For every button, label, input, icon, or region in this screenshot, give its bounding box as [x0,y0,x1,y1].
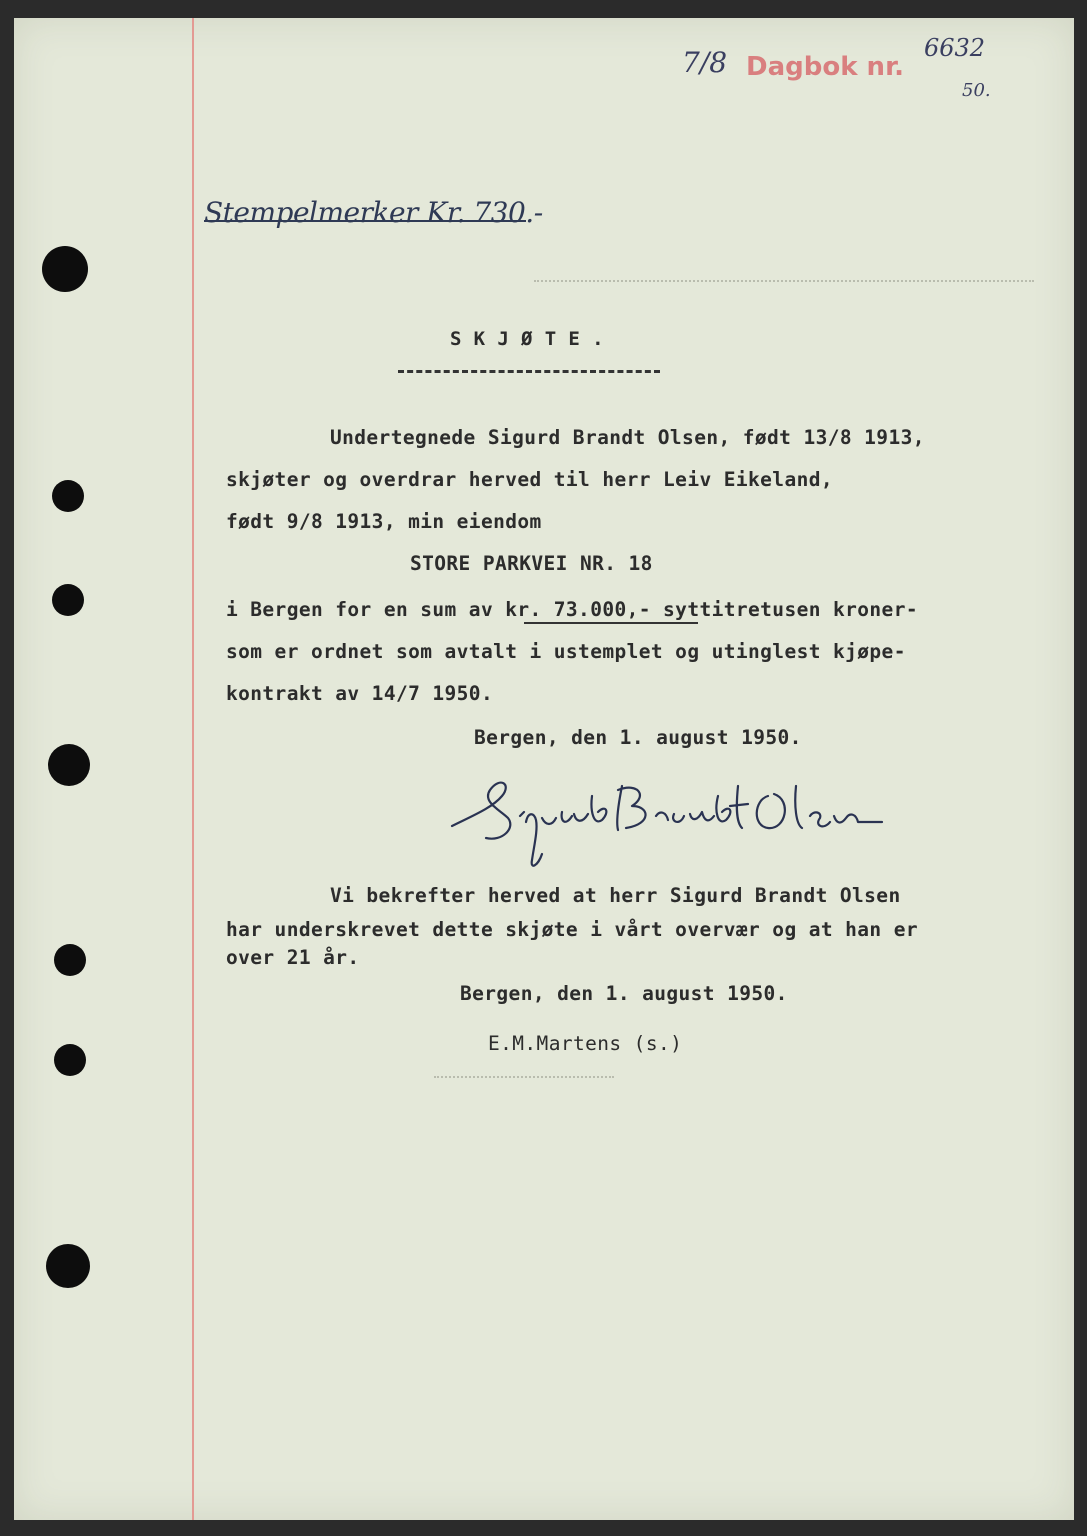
margin-line [192,18,194,1520]
punch-hole [54,944,86,976]
document-title: S K J Ø T E . [450,328,604,350]
property-name: STORE PARKVEI NR. 18 [410,552,653,575]
body-line-2: skjøter og overdrar herved til herr Leiv Eikeland, [226,468,833,491]
body-line-1: Undertegnede Sigurd Brandt Olsen, født 13/8 1913, [330,426,925,449]
punch-hole [46,1244,90,1288]
document-page [14,18,1074,1520]
body-line-3: født 9/8 1913, min eiendom [226,510,542,533]
body-line-6: som er ordnet som avtalt i ustemplet og utinglest kjøpe- [226,640,906,663]
stamp-note-underline [204,220,526,222]
title-underline [398,370,660,373]
punch-hole [54,1044,86,1076]
faint-dotted-line [434,1076,614,1078]
signature [442,756,902,876]
stamp-date: 7/8 [682,46,728,79]
punch-hole [52,584,84,616]
witness-line-2: har underskrevet dette skjøte i vårt overvær og at han er [226,918,918,941]
punch-hole [48,744,90,786]
stamp-duty-note: Stempelmerker Kr. 730.- [204,196,543,229]
punch-hole [52,480,84,512]
punch-hole [42,246,88,292]
stamp-label: Dagbok nr. [746,52,905,82]
price-underline [524,622,698,624]
body-line-5: i Bergen for en sum av kr. 73.000,- syttitretusen kroner- [226,598,918,621]
faint-dotted-line [534,280,1034,282]
place-date-1: Bergen, den 1. august 1950. [474,726,802,749]
body-line-7: kontrakt av 14/7 1950. [226,682,494,705]
stamp-year: 50. [962,80,991,101]
witness-line-3: over 21 år. [226,946,360,969]
stamp-number: 6632 [924,34,986,62]
witness-line-1: Vi bekrefter herved at herr Sigurd Brandt Olsen [330,884,901,907]
place-date-2: Bergen, den 1. august 1950. [460,982,788,1005]
witness-name: E.M.Martens (s.) [488,1032,683,1055]
